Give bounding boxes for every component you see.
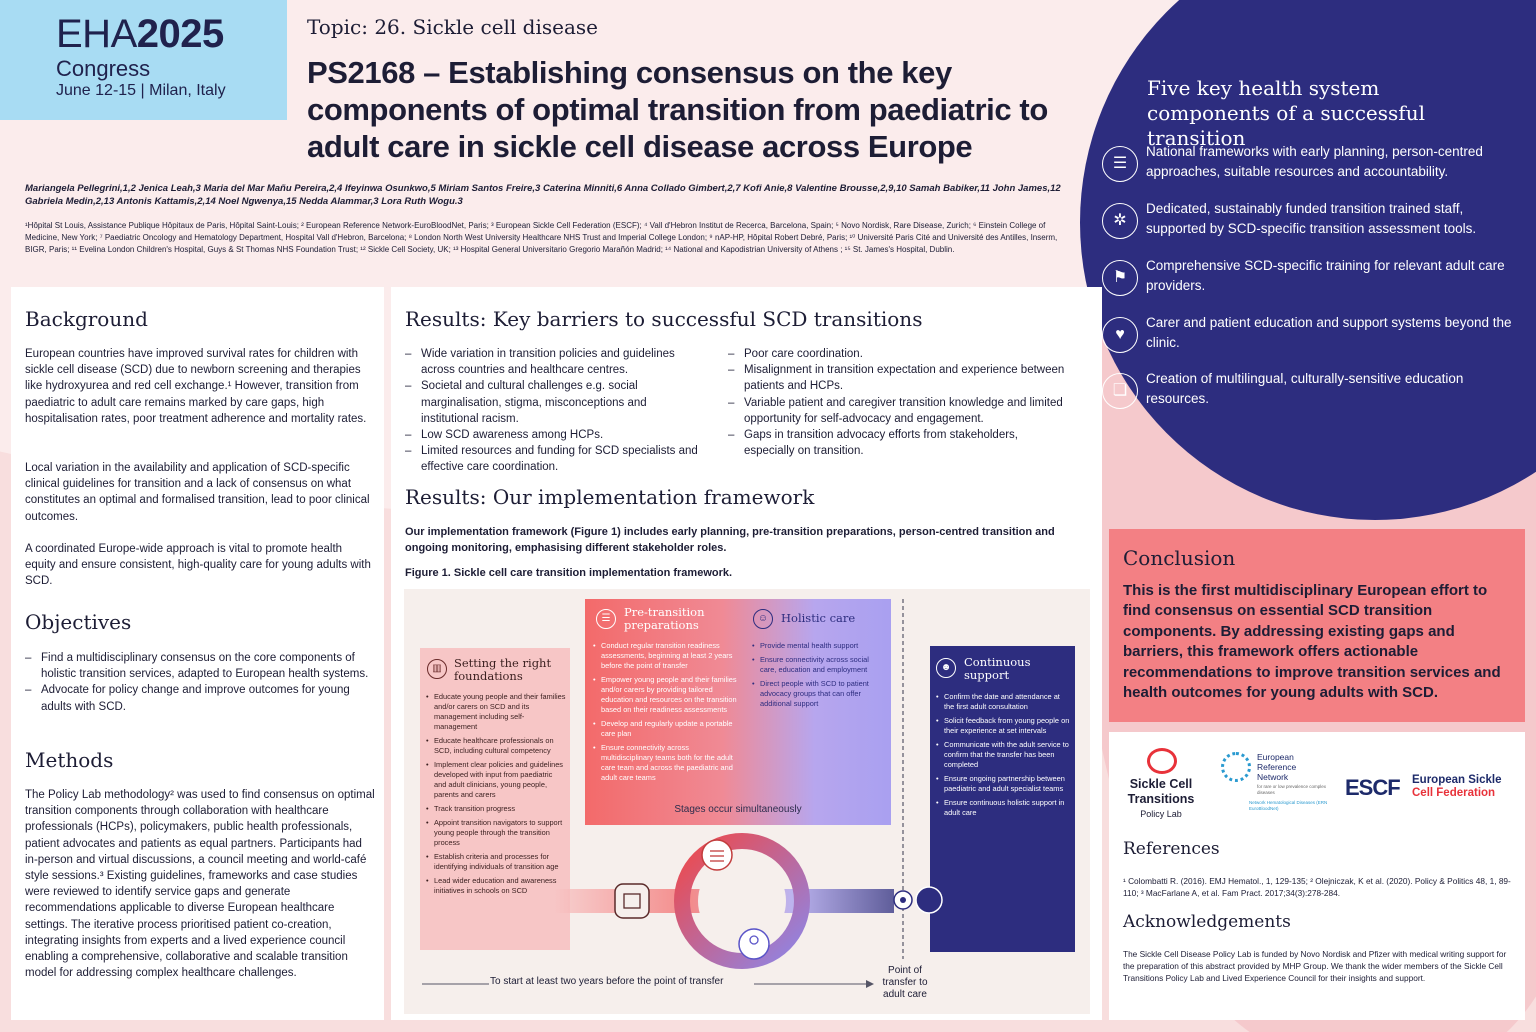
framework-heading: Results: Our implementation framework (405, 485, 815, 509)
author-list: Mariangela Pellegrini,1,2 Jenica Leah,3 Maria del Mar Mañu Pereira,2,4 Ifeyinwa Osunkwo,5 Miriam Santos Freire,3 Caterina Minniti,6 Anna Collado Gimbert,2,7 Kofi Anie,8 Valentine Brousse,2,9,10 Samah Babiker,11 John James,12 Gabriela Medin,2,13 Antonis Kattamis,2,14 Noel Ngwenya,15 Nedda Alammar,3 Lora Ruth Wogu.3 (25, 183, 1061, 207)
holistic-item: • Provide mental health support (752, 641, 882, 651)
figure-caption: Figure 1. Sickle cell care transition implementation framework. (405, 567, 733, 579)
setting-item: • Establish criteria and processes for identifying individuals of transition age (426, 852, 566, 872)
barrier-item: – Poor care coordination. (728, 346, 1068, 362)
sct-logo-mark (1147, 748, 1177, 774)
background-paragraph-3: A coordinated Europe-wide approach is vital to promote health equity and ensure consistent, high-quality care for young adults with SCD. (25, 543, 371, 588)
framework-intro: Our implementation framework (Figure 1) includes early planning, pre-transition preparations, person-centred transition and ongoing monitoring, emphasising different stakeholder roles. (405, 526, 1055, 555)
key-component-item (1102, 317, 1522, 363)
references-heading: References (1123, 839, 1220, 859)
framework-flow-graphic (404, 589, 1090, 1014)
checklist-icon: ☰ (596, 609, 616, 629)
objective-item: – Find a multidisciplinary consensus on the core components of holistic transition services, adapted to European health systems. (25, 650, 370, 682)
pre-item: • Ensure connectivity across multidisciplinary teams both for the adult care team and across the paediatric and adult care teams (593, 743, 743, 783)
setting-item: • Track transition progress (426, 804, 566, 814)
setting-item: • Educate healthcare professionals on SCD, including cultural competency (426, 736, 566, 756)
document-icon: ☰ (1102, 146, 1138, 182)
continuous-item: • Solicit feedback from young people on their experience at set intervals (936, 716, 1071, 736)
methods-heading: Methods (25, 748, 114, 772)
barrier-item: – Limited resources and funding for SCD specialists and effective care coordination. (405, 443, 705, 475)
sct-logo-line: Transitions (1127, 792, 1195, 806)
key-components-title: Five key health system components of a successful transition (1147, 76, 1425, 150)
references-panel (1109, 732, 1525, 1020)
poster-title: PS2168 – Establishing consensus on the key components of optimal transition from paediatric to adult care in sickle cell disease across Europe (307, 55, 1048, 164)
references-text: ¹ Colombatti R. (2016). EMJ Hematol., 1, 129-135; ² Olejniczak, K et al. (2020). Policy & Politics 48, 1, 89-110; ³ MacFarlane A, et al. Fam Pract. 2017;34(3):278-284. (1123, 876, 1511, 898)
background-heading: Background (25, 307, 148, 331)
pre-item: • Empower young people and their families and/or carers by providing tailored education and resources on the transition based on their readiness assessments (593, 675, 743, 715)
eha-logo (0, 0, 287, 120)
holistic-title: Holistic care (781, 611, 856, 625)
objective-item: – Advocate for policy change and improve outcomes for young adults with SCD. (25, 682, 370, 714)
barrier-item: – Low SCD awareness among HCPs. (405, 427, 705, 443)
setting-title: Setting the right foundations (454, 656, 552, 683)
setting-item: • Educate young people and their families and/or carers on SCD and its management including self-management (426, 692, 566, 732)
gear-icon: ✲ (1102, 203, 1138, 239)
escf-line: Cell Federation (1412, 786, 1496, 799)
key-component-text: Creation of multilingual, culturally-sensitive education resources. (1146, 371, 1464, 406)
ern-line: Reference (1257, 762, 1297, 772)
barriers-list-right (728, 346, 1068, 459)
building-node-icon (615, 884, 649, 918)
sct-logo (1123, 777, 1199, 822)
barrier-item: – Misalignment in transition expectation and experience between patients and HCPs. (728, 362, 1068, 394)
ern-line: European (1257, 752, 1294, 762)
continuous-item: • Confirm the date and attendance at the first adult consultation (936, 692, 1071, 712)
barrier-item: – Variable patient and caregiver transition knowledge and limited opportunity for self-advocacy and engagement. (728, 395, 1068, 427)
building-icon: ▥ (427, 659, 447, 679)
background-paragraph-2: Local variation in the availability and application of SCD-specific clinical guidelines for transition and a lack of consensus on what constitutes an optimal and formalised transition, lead to poor clinical outcomes. (25, 462, 370, 523)
key-component-item (1102, 146, 1522, 192)
continuous-item: • Ensure ongoing partnership between paediatric and adult specialist teams (936, 774, 1071, 794)
support-node-icon (916, 887, 942, 913)
sct-logo-sub: Policy Lab (1140, 809, 1182, 819)
conclusion-heading: Conclusion (1123, 546, 1236, 570)
ring-center (698, 857, 786, 945)
barrier-item: – Wide variation in transition policies and guidelines across countries and healthcare centres. (405, 346, 705, 378)
key-component-text: National frameworks with early planning, person-centred approaches, suitable resources and accountability. (1146, 144, 1483, 179)
sct-logo-line: Sickle Cell (1129, 777, 1193, 791)
timeline-arrowhead (866, 980, 874, 988)
checklist-node-icon (702, 840, 732, 870)
ern-logo (1257, 752, 1337, 795)
ern-logo-mark (1221, 752, 1251, 782)
support-person-icon: ☻ (936, 658, 956, 678)
ern-line: Network (1257, 772, 1289, 782)
background-paragraph-1: European countries have improved survival rates for children with sickle cell disease (SCD) due to newborn screening and therapies like hydroxyurea and red cell exchange.¹ However, transition from paediatric to adult care remains marked by care gaps, high hospitalisation rates, poor treatment adherence and mortality rates. (25, 348, 367, 425)
pre-item: • Develop and regularly update a portable care plan (593, 719, 743, 739)
escf-logo (1412, 774, 1522, 799)
continuous-title: Continuous support (964, 655, 1031, 682)
key-component-text: Carer and patient education and support systems beyond the clinic. (1146, 315, 1512, 350)
pre-item: • Conduct regular transition readiness assessments, beginning at least 2 years before the point of transfer (593, 641, 743, 671)
barriers-heading: Results: Key barriers to successful SCD transitions (405, 307, 923, 331)
transfer-point-dot (900, 897, 906, 903)
support-icon: ♥ (1102, 317, 1138, 353)
logo-date: June 12-15 | Milan, Italy (56, 82, 226, 99)
stages-label: Stages occur simultaneously (674, 804, 802, 815)
logo-eha-text: EHA (56, 12, 137, 56)
setting-item: • Appoint transition navigators to support young people through the transition process (426, 818, 566, 848)
key-component-item (1102, 260, 1522, 306)
conclusion-panel (1109, 529, 1525, 722)
logo-year: 2025 (136, 12, 224, 56)
continuous-item: • Communicate with the adult service to confirm that the transfer has been completed (936, 740, 1071, 770)
escf-line: European Sickle (1412, 774, 1502, 786)
key-component-item (1102, 203, 1522, 249)
methods-paragraph: The Policy Lab methodology² was used to find consensus on optimal transition components through collaboration with healthcare professionals (HCPs), policymakers, public health professionals, patient advocates and patients as equal partners. Participants had in-person and virtual discussions, a council meeting and world-café style sessions.³ Existing guidelines, frameworks and case studies were reviewed to identify service gaps and generate recommendations applicable to diverse European healthcare settings. The iterative process prioritised patient co-creation, integrating insights from experts and a lived experience council enabling a comprehensive, collaborative and scalable transition model for addressing complex healthcare challenges. (25, 789, 375, 980)
left-panel (11, 287, 384, 1020)
setting-item: • Implement clear policies and guidelines developed with input from paediatric and adult clinicians, young people, parents and carers (426, 760, 566, 800)
acknowledgements-text: The Sickle Cell Disease Policy Lab is funded by Novo Nordisk and Pfizer with medical writing support for the preparation of this abstract provided by MHP Group. We thank the wider members of the Sickle Cell Transitions Policy Lab and Lived Experience Council for their insights and support. (1123, 949, 1507, 983)
key-component-text: Dedicated, sustainably funded transition trained staff, supported by SCD-specific transition assessment tools. (1146, 201, 1477, 236)
ern-network-label: Network Hematological Diseases (ERN EuroBloodNet) (1249, 800, 1328, 811)
key-component-text: Comprehensive SCD-specific training for relevant adult care providers. (1146, 258, 1505, 293)
person-icon: ☺ (753, 609, 773, 629)
point-of-transfer-label: Point of transfer to adult care (882, 965, 928, 1000)
holistic-item: • Ensure connectivity across social care, education and employment (752, 655, 882, 675)
conclusion-text: This is the first multidisciplinary European effort to find consensus on essential SCD transition components. By addressing existing gaps and barriers, this framework offers actionable recommendations to improve transition services and health outcomes for young adults with SCD. (1123, 582, 1501, 702)
setting-item: • Lead wider education and awareness initiatives in schools on SCD (426, 876, 566, 896)
objectives-heading: Objectives (25, 610, 132, 634)
acknowledgements-heading: Acknowledgements (1123, 912, 1291, 932)
book-icon: ❏ (1102, 373, 1138, 409)
key-component-item (1102, 373, 1522, 419)
escf-logo-mark: ESCF (1345, 775, 1400, 800)
objectives-list (25, 650, 370, 715)
logo-congress: Congress (56, 56, 151, 81)
timeline-label: To start at least two years before the point of transfer (490, 976, 724, 987)
training-icon: ⚑ (1102, 260, 1138, 296)
continuous-item: • Ensure continuous holistic support in adult care (936, 798, 1071, 818)
affiliations: ¹Hôpital St Louis, Assistance Publique Hôpitaux de Paris, Hôpital Saint-Louis; ² European Reference Network-EuroBloodNet, Paris; ³ European Sickle Cell Federation (ESCF); ⁴ Vall d'Hebron Institut de Recerca, Barcelona, Spain; ⁵ Novo Nordisk, Rare Disease, Zurich; ⁶ Einstein College of Medicine, New York; ⁷ Paediatric Oncology and Hematology Department, Hospital Vall d'Hebron, Barcelona; ⁸ London North West University Healthcare NHS Trust and Imperial College London; ⁹ nAP-HP, Hôpital Robert Debré, Paris; ¹⁰ Université Paris Cité and Université des Antilles, Inserm, BIGR, Paris; ¹¹ Evelina London Children's Hospital, Guys & St Thomas NHS Foundation Trust; ¹² Sickle Cell Society, UK; ¹³ Hospital General Universitario Gregorio Marañón Madrid; ¹⁴ National and Kapodistrian University of Athens ; ¹⁵ St. James's Hospital, Dublin. (25, 221, 1058, 254)
ern-sub: for rare or low prevalence complex diseases (1257, 784, 1327, 795)
barrier-item: – Gaps in transition advocacy efforts from stakeholders, especially on transition. (728, 427, 1068, 459)
barriers-list-left (405, 346, 705, 476)
topic-label: Topic: 26. Sickle cell disease (307, 15, 599, 39)
holistic-item: • Direct people with SCD to patient advocacy groups that can offer additional support (752, 679, 882, 709)
barrier-item: – Societal and cultural challenges e.g. social marginalisation, stigma, misconceptions and institutional racism. (405, 378, 705, 427)
pre-title: Pre-transition preparations (624, 605, 705, 632)
